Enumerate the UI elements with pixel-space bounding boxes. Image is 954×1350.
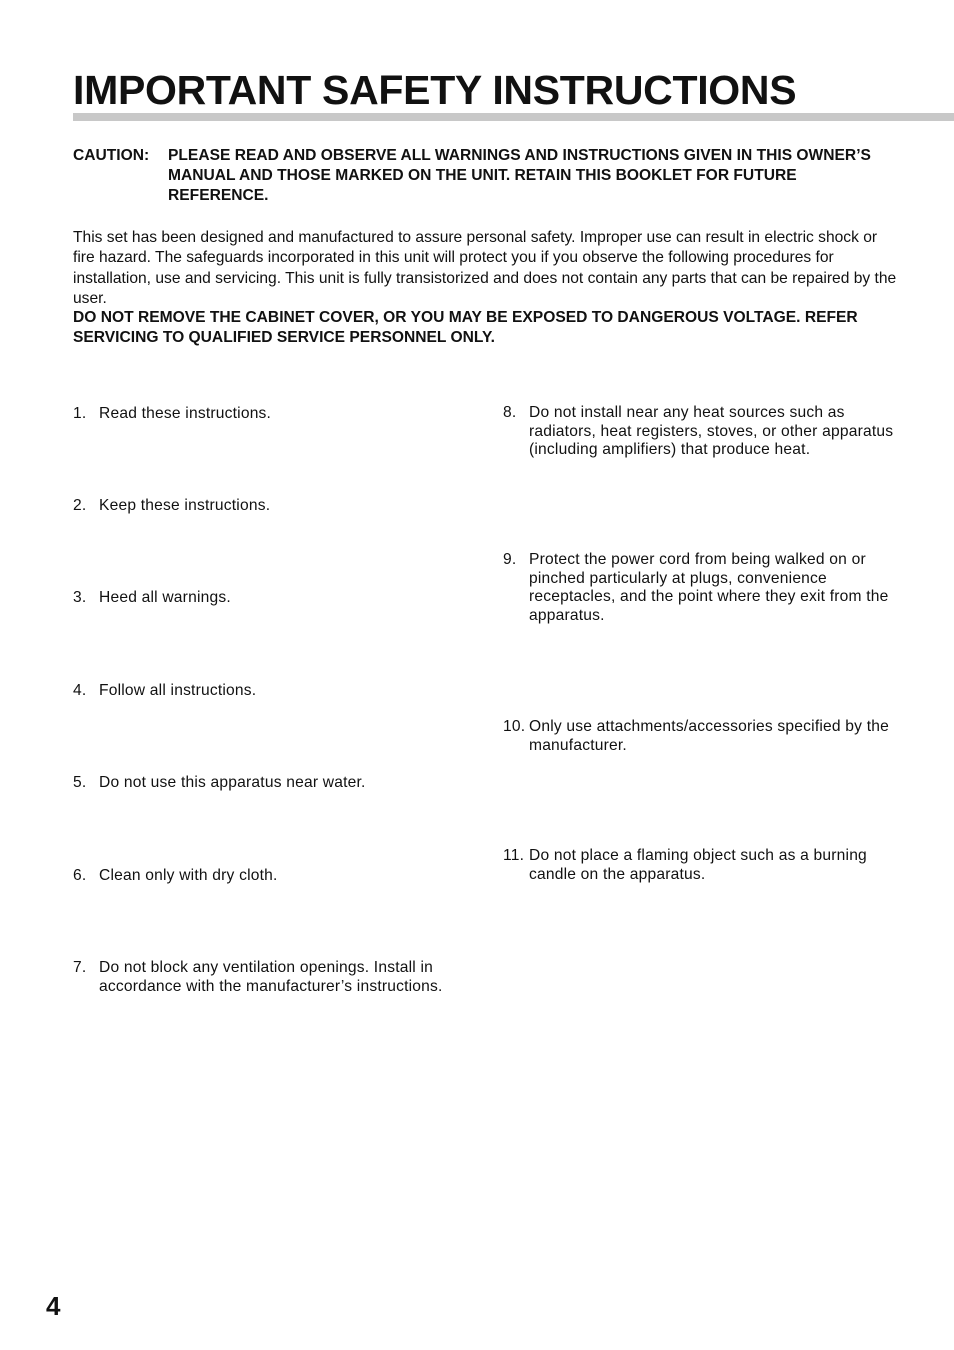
instruction-number: 8. [503,404,517,421]
instruction-number: 2. [73,497,87,514]
instruction-item [73,959,468,996]
instruction-item [503,404,903,460]
warning-paragraph: DO NOT REMOVE THE CABINET COVER, OR YOU MAY BE EXPOSED TO DANGEROUS VOLTAGE. REFER SERVICING TO QUALIFIED SERVICE PERSONNEL ONLY. [73,309,858,347]
intro-paragraph: This set has been designed and manufactured to assure personal safety. Improper use can result in electric shock or fire hazard. The safeguards incorporated in this unit will protect you if you observe the following procedures for installation, use and servicing. This unit is fully transistorized and does not contain any parts that can be repaired by the user. [73,229,897,308]
instruction-number: 6. [73,867,87,884]
instruction-item [73,405,468,424]
instruction-text: Clean only with dry cloth. [99,867,278,884]
instruction-item [73,589,468,608]
instruction-item [503,847,903,884]
instruction-item [73,682,468,701]
instruction-text: Only use attachments/accessories specified by the manufacturer. [529,718,889,754]
instruction-text: Keep these instructions. [99,497,271,514]
instruction-number: 10. [503,718,526,735]
instruction-item [503,551,903,625]
caution-block [73,146,873,206]
instruction-text: Do not use this apparatus near water. [99,774,366,791]
instruction-number: 1. [73,405,87,422]
title-rule [73,113,954,121]
instruction-item [503,718,903,755]
page-title: IMPORTANT SAFETY INSTRUCTIONS [73,67,797,113]
instruction-item [73,497,468,516]
instruction-text: Do not block any ventilation openings. Install in accordance with the manufacturer’s instructions. [99,959,443,995]
instruction-number: 7. [73,959,87,976]
page-number: 4 [46,1291,61,1321]
instruction-text: Follow all instructions. [99,682,257,699]
instruction-text: Protect the power cord from being walked on or pinched particularly at plugs, convenience receptacles, and the point where they exit from the apparatus. [529,551,889,624]
instruction-item [73,867,468,886]
caution-text: PLEASE READ AND OBSERVE ALL WARNINGS AND INSTRUCTIONS GIVEN IN THIS OWNER’S MANUAL AND THOSE MARKED ON THE UNIT. RETAIN THIS BOOKLET FOR FUTURE REFERENCE. [168,147,871,204]
instruction-item [73,774,468,793]
instruction-text: Do not install near any heat sources such as radiators, heat registers, stoves, or other apparatus (including amplifiers) that produce heat. [529,404,894,458]
instruction-text: Read these instructions. [99,405,272,422]
instruction-number: 4. [73,682,87,699]
caution-label: CAUTION: [73,147,150,164]
instruction-number: 3. [73,589,87,606]
instruction-text: Do not place a flaming object such as a burning candle on the apparatus. [529,847,867,883]
instruction-text: Heed all warnings. [99,589,231,606]
instruction-number: 9. [503,551,517,568]
instruction-number: 11. [503,847,525,864]
instruction-number: 5. [73,774,87,791]
